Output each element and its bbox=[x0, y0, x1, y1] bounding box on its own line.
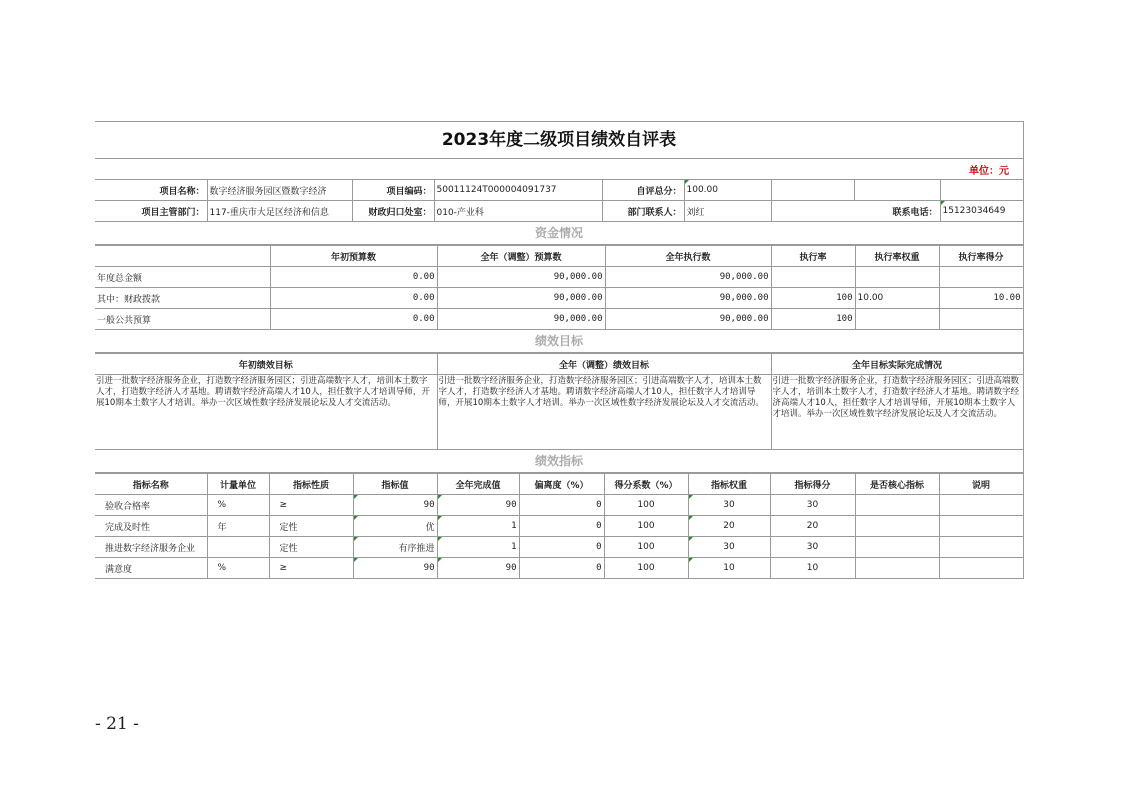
funds-row-initial: 0.00 bbox=[270, 267, 437, 288]
funds-row-rate bbox=[771, 267, 855, 288]
indicators-header-nature: 指标性质 bbox=[269, 474, 353, 495]
phone-value: 15123034649 bbox=[940, 201, 1023, 222]
funds-row bbox=[95, 267, 1023, 288]
indicator-score: 30 bbox=[770, 537, 855, 558]
funds-header-adjusted: 全年（调整）预算数 bbox=[437, 246, 605, 267]
indicators-header-weight: 指标权重 bbox=[688, 474, 770, 495]
indicator-value: 90 bbox=[353, 558, 437, 579]
funds-header-executed: 全年执行数 bbox=[605, 246, 771, 267]
funds-row-label: 一般公共预算 bbox=[95, 309, 270, 330]
indicators-header-coefficient: 得分系数（%） bbox=[604, 474, 688, 495]
goals-text-initial: 引进一批数字经济服务企业，打造数字经济服务园区；引进高端数字人才，培训本土数字人才，打造数字经济人才基地。聘请数字经济高端人才10人，担任数字人才培训导师，开展10期本土数字人才培训。举办一次区域性数字经济发展论坛及人才交流活动。 bbox=[95, 375, 437, 450]
indicators-table bbox=[95, 473, 1024, 579]
project-code-value: 50011124T000004091737 bbox=[434, 180, 602, 201]
indicator-core bbox=[855, 495, 939, 516]
dept-label: 项目主管部门： bbox=[95, 201, 207, 222]
indicator-coefficient: 100 bbox=[604, 537, 688, 558]
indicator-weight: 30 bbox=[688, 537, 770, 558]
indicators-header-name: 指标名称 bbox=[95, 474, 207, 495]
indicator-done: 90 bbox=[437, 495, 519, 516]
phone-label: 联系电话： bbox=[854, 201, 940, 222]
funds-row bbox=[95, 309, 1023, 330]
indicator-note bbox=[939, 558, 1023, 579]
indicator-deviation: 0 bbox=[519, 537, 604, 558]
funds-row-adjusted: 90,000.00 bbox=[437, 309, 605, 330]
indicator-unit: % bbox=[207, 558, 269, 579]
info-empty-1 bbox=[771, 180, 854, 201]
indicator-deviation: 0 bbox=[519, 495, 604, 516]
indicator-name: 满意度 bbox=[95, 558, 207, 579]
funds-row-executed: 90,000.00 bbox=[605, 288, 771, 309]
info-empty-2 bbox=[854, 180, 940, 201]
indicators-section-title: 绩效指标 bbox=[95, 450, 1023, 473]
indicator-unit bbox=[207, 537, 269, 558]
indicator-weight: 30 bbox=[688, 495, 770, 516]
contact-label: 部门联系人： bbox=[602, 201, 684, 222]
goals-header-row bbox=[95, 354, 1023, 375]
indicator-score: 30 bbox=[770, 495, 855, 516]
indicator-coefficient: 100 bbox=[604, 558, 688, 579]
evaluation-sheet bbox=[95, 121, 1024, 579]
indicator-row bbox=[95, 558, 1023, 579]
indicator-row bbox=[95, 537, 1023, 558]
funds-header-weight: 执行率权重 bbox=[855, 246, 939, 267]
indicator-core bbox=[855, 558, 939, 579]
funds-section-title: 资金情况 bbox=[95, 222, 1023, 245]
goals-header-adjusted: 全年（调整）绩效目标 bbox=[437, 354, 771, 375]
goals-table bbox=[95, 353, 1024, 450]
indicator-note bbox=[939, 516, 1023, 537]
goals-header-initial: 年初绩效目标 bbox=[95, 354, 437, 375]
indicator-unit: 年 bbox=[207, 516, 269, 537]
indicator-note bbox=[939, 495, 1023, 516]
project-name-label: 项目名称： bbox=[95, 180, 207, 201]
info-row-2 bbox=[95, 201, 1023, 222]
indicator-coefficient: 100 bbox=[604, 495, 688, 516]
indicator-done: 1 bbox=[437, 516, 519, 537]
funds-header-empty bbox=[95, 246, 270, 267]
funds-row-initial: 0.00 bbox=[270, 288, 437, 309]
finance-office-value: 010-产业科 bbox=[434, 201, 602, 222]
funds-header-row bbox=[95, 246, 1023, 267]
unit-row bbox=[95, 159, 1023, 179]
indicator-done: 1 bbox=[437, 537, 519, 558]
indicator-core bbox=[855, 537, 939, 558]
indicator-nature: ≥ bbox=[269, 558, 353, 579]
indicator-score: 10 bbox=[770, 558, 855, 579]
project-name-value: 数字经济服务园区暨数字经济 bbox=[207, 180, 352, 201]
funds-row-adjusted: 90,000.00 bbox=[437, 288, 605, 309]
funds-row-label: 年度总金额 bbox=[95, 267, 270, 288]
indicator-name: 验收合格率 bbox=[95, 495, 207, 516]
contact-value: 刘红 bbox=[684, 201, 771, 222]
indicator-unit: % bbox=[207, 495, 269, 516]
dept-value: 117-重庆市大足区经济和信息 bbox=[207, 201, 352, 222]
funds-row-score bbox=[939, 309, 1023, 330]
indicators-header-score: 指标得分 bbox=[770, 474, 855, 495]
finance-office-label: 财政归口处室： bbox=[352, 201, 434, 222]
total-score-value: 100.00 bbox=[684, 180, 771, 201]
funds-row-rate: 100 bbox=[771, 288, 855, 309]
funds-table bbox=[95, 245, 1024, 330]
indicator-deviation: 0 bbox=[519, 558, 604, 579]
indicator-nature: 定性 bbox=[269, 537, 353, 558]
indicators-header-row bbox=[95, 474, 1023, 495]
indicator-note bbox=[939, 537, 1023, 558]
indicator-done: 90 bbox=[437, 558, 519, 579]
funds-header-initial: 年初预算数 bbox=[270, 246, 437, 267]
funds-row-initial: 0.00 bbox=[270, 309, 437, 330]
funds-row-weight bbox=[855, 309, 939, 330]
page-number: - 21 - bbox=[95, 714, 139, 734]
funds-row-rate: 100 bbox=[771, 309, 855, 330]
indicator-core bbox=[855, 516, 939, 537]
goals-section-title: 绩效目标 bbox=[95, 330, 1023, 353]
goals-text-actual: 引进一批数字经济服务企业，打造数字经济服务园区；引进高端数字人才，培训本土数字人才，打造数字经济人才基地。聘请数字经济高端人才10人，担任数字人才培训导师，开展10期本土数字人才培训。举办一次区域性数字经济发展论坛及人才交流活动。 bbox=[771, 375, 1023, 450]
indicator-name: 推进数字经济服务企业 bbox=[95, 537, 207, 558]
total-score-label: 自评总分： bbox=[602, 180, 684, 201]
funds-row-executed: 90,000.00 bbox=[605, 267, 771, 288]
funds-row-executed: 90,000.00 bbox=[605, 309, 771, 330]
info-empty-3 bbox=[940, 180, 1023, 201]
funds-row bbox=[95, 288, 1023, 309]
indicator-row bbox=[95, 516, 1023, 537]
indicators-header-note: 说明 bbox=[939, 474, 1023, 495]
funds-row-weight bbox=[855, 267, 939, 288]
funds-row-label: 其中：财政拨款 bbox=[95, 288, 270, 309]
goals-text-row bbox=[95, 375, 1023, 450]
indicator-value: 有序推进 bbox=[353, 537, 437, 558]
info-row-1 bbox=[95, 180, 1023, 201]
sheet-title: 2023年度二级项目绩效自评表 bbox=[95, 121, 1023, 159]
project-code-label: 项目编码： bbox=[352, 180, 434, 201]
goals-text-adjusted: 引进一批数字经济服务企业，打造数字经济服务园区；引进高端数字人才，培训本土数字人才，打造数字经济人才基地。聘请数字经济高端人才10人，担任数字人才培训导师，开展10期本土数字人才培训。举办一次区域性数字经济发展论坛及人才交流活动。 bbox=[437, 375, 771, 450]
indicator-deviation: 0 bbox=[519, 516, 604, 537]
indicator-score: 20 bbox=[770, 516, 855, 537]
funds-row-score bbox=[939, 267, 1023, 288]
project-info-table bbox=[95, 179, 1024, 222]
indicator-value: 90 bbox=[353, 495, 437, 516]
indicator-nature: ≥ bbox=[269, 495, 353, 516]
funds-header-score: 执行率得分 bbox=[939, 246, 1023, 267]
indicators-header-done: 全年完成值 bbox=[437, 474, 519, 495]
indicators-header-value: 指标值 bbox=[353, 474, 437, 495]
indicator-row bbox=[95, 495, 1023, 516]
indicator-weight: 20 bbox=[688, 516, 770, 537]
unit-label: 单位：元 bbox=[969, 166, 1009, 177]
indicators-header-unit: 计量单位 bbox=[207, 474, 269, 495]
indicator-weight: 10 bbox=[688, 558, 770, 579]
goals-header-actual: 全年目标实际完成情况 bbox=[771, 354, 1023, 375]
funds-row-weight: 10.00 bbox=[855, 288, 939, 309]
indicator-coefficient: 100 bbox=[604, 516, 688, 537]
indicators-header-core: 是否核心指标 bbox=[855, 474, 939, 495]
funds-row-adjusted: 90,000.00 bbox=[437, 267, 605, 288]
indicator-value: 优 bbox=[353, 516, 437, 537]
indicators-header-deviation: 偏离度（%） bbox=[519, 474, 604, 495]
info-empty-4 bbox=[771, 201, 854, 222]
funds-row-score: 10.00 bbox=[939, 288, 1023, 309]
indicator-nature: 定性 bbox=[269, 516, 353, 537]
funds-header-rate: 执行率 bbox=[771, 246, 855, 267]
indicator-name: 完成及时性 bbox=[95, 516, 207, 537]
